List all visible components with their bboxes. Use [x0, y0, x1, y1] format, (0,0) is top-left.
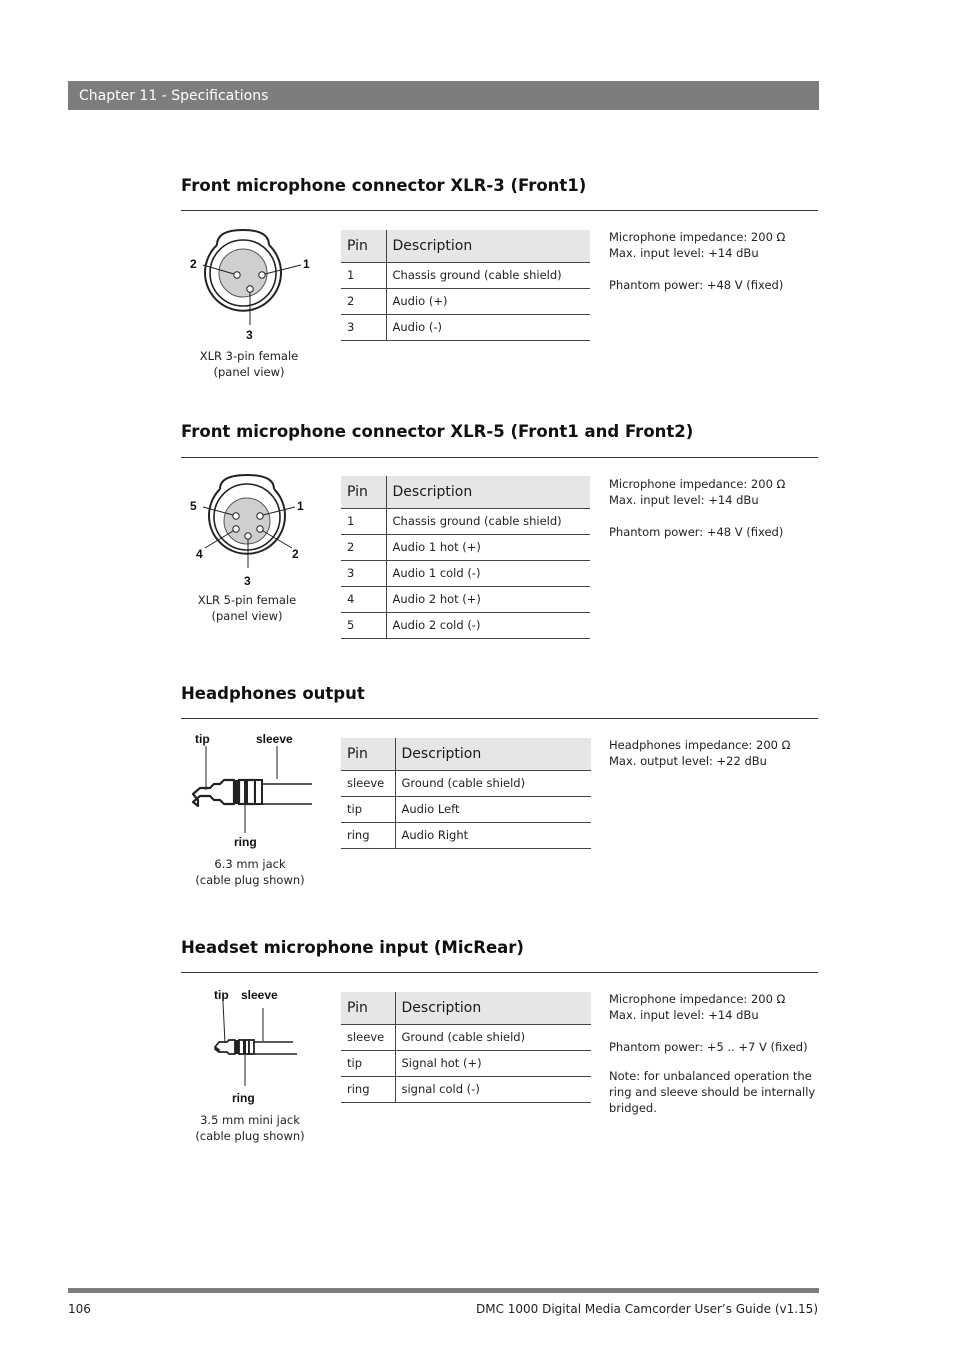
table-row: [341, 1076, 591, 1102]
xlr5-connector-diagram: [185, 470, 315, 592]
xlr3-caption: [180, 348, 318, 380]
jack-6-3mm-diagram: [188, 728, 318, 853]
page-number: 106: [68, 1302, 91, 1316]
xlr5-pin-table: [341, 476, 590, 639]
section-title: Front microphone connector XLR-5 (Front1 and Front2): [181, 422, 694, 441]
cell-pin: 1: [341, 508, 386, 534]
xlr3-notes: [609, 229, 819, 293]
section-title: Headset microphone input (MicRear): [181, 938, 524, 957]
cell-pin: 2: [341, 288, 386, 314]
caption-line: XLR 3-pin female: [199, 349, 299, 363]
cell-description: Audio Right: [395, 822, 591, 848]
section-title: Headphones output: [181, 684, 365, 703]
col-header-pin: Pin: [341, 992, 395, 1024]
minijack-label-tip: tip: [214, 988, 229, 1002]
cell-description: Audio (+): [386, 288, 590, 314]
jack-label-sleeve: sleeve: [256, 732, 293, 746]
cell-pin: 4: [341, 586, 386, 612]
table-row: [341, 612, 590, 638]
section-divider: [181, 210, 818, 211]
note-line: Headphones impedance: 200 Ω: [609, 738, 791, 752]
xlr5-caption: [178, 592, 316, 624]
cell-description: Audio 2 cold (-): [386, 612, 590, 638]
jack-label-tip: tip: [195, 732, 210, 746]
col-header-pin: Pin: [341, 230, 386, 262]
note-line: Phantom power: +48 V (fixed): [609, 525, 784, 539]
caption-line: XLR 5-pin female: [197, 593, 297, 607]
xlr5-label-2: 2: [292, 547, 299, 561]
col-header-pin: Pin: [341, 738, 395, 770]
table-row: [341, 314, 590, 340]
caption-line: (cable plug shown): [195, 873, 305, 887]
table-row: [341, 586, 590, 612]
table-header-row: [341, 992, 591, 1024]
table-header-row: [341, 738, 591, 770]
caption-line: (panel view): [211, 609, 283, 623]
xlr5-label-4: 4: [196, 547, 203, 561]
cell-pin: 2: [341, 534, 386, 560]
table-row: [341, 1050, 591, 1076]
col-header-description: Description: [386, 230, 590, 262]
minijack-label-ring: ring: [232, 1091, 255, 1105]
note-line: Note: for unbalanced operation the ring and sleeve should be internally bridged.: [609, 1069, 816, 1115]
note-line: Phantom power: +5 .. +7 V (fixed): [609, 1040, 808, 1054]
table-row: [341, 534, 590, 560]
chapter-header-bar: [68, 81, 819, 110]
document-title: DMC 1000 Digital Media Camcorder User’s Guide (v1.15): [475, 1302, 818, 1316]
col-header-description: Description: [395, 992, 591, 1024]
table-row: [341, 262, 590, 288]
col-header-description: Description: [395, 738, 591, 770]
headphones-pin-table: [341, 738, 591, 849]
table-header-row: [341, 476, 590, 508]
jack-3-5mm-caption: [181, 1112, 319, 1144]
jack-3-5mm-diagram: [205, 984, 305, 1109]
xlr3-label-1: 1: [303, 257, 310, 271]
caption-line: (panel view): [213, 365, 285, 379]
table-row: [341, 1024, 591, 1050]
cell-pin: ring: [341, 822, 395, 848]
jack-label-ring: ring: [234, 835, 257, 849]
cell-pin: 3: [341, 314, 386, 340]
cell-description: Ground (cable shield): [395, 770, 591, 796]
note-line: Max. input level: +14 dBu: [609, 246, 759, 260]
table-row: [341, 770, 591, 796]
note-line: Max. output level: +22 dBu: [609, 754, 767, 768]
col-header-description: Description: [386, 476, 590, 508]
col-header-pin: Pin: [341, 476, 386, 508]
cell-pin: ring: [341, 1076, 395, 1102]
xlr5-label-3: 3: [244, 574, 251, 588]
caption-line: 6.3 mm jack: [214, 857, 286, 871]
caption-line: (cable plug shown): [195, 1129, 305, 1143]
note-line: Max. input level: +14 dBu: [609, 493, 759, 507]
xlr3-label-3: 3: [246, 328, 253, 342]
xlr5-notes: [609, 476, 819, 540]
cell-pin: sleeve: [341, 1024, 395, 1050]
note-line: Microphone impedance: 200 Ω: [609, 992, 786, 1006]
cell-description: Audio (-): [386, 314, 590, 340]
minijack-label-sleeve: sleeve: [241, 988, 278, 1002]
chapter-title: Chapter 11 - Specifications: [79, 87, 269, 104]
footer-divider: [68, 1288, 819, 1293]
xlr3-connector-diagram: [185, 225, 315, 345]
jack-6-3mm-caption: [181, 856, 319, 888]
xlr5-label-1: 1: [297, 499, 304, 513]
cell-description: Audio 1 hot (+): [386, 534, 590, 560]
cell-description: Audio 2 hot (+): [386, 586, 590, 612]
cell-pin: 5: [341, 612, 386, 638]
cell-description: Audio 1 cold (-): [386, 560, 590, 586]
headphones-notes: [609, 737, 819, 769]
table-row: [341, 288, 590, 314]
section-title: Front microphone connector XLR-3 (Front1): [181, 176, 587, 195]
cell-pin: tip: [341, 1050, 395, 1076]
table-header-row: [341, 230, 590, 262]
section-divider: [181, 718, 818, 719]
cell-description: Signal hot (+): [395, 1050, 591, 1076]
cell-pin: 3: [341, 560, 386, 586]
cell-description: signal cold (-): [395, 1076, 591, 1102]
headset-mic-notes: [609, 991, 819, 1116]
table-row: [341, 796, 591, 822]
cell-pin: 1: [341, 262, 386, 288]
note-line: Phantom power: +48 V (fixed): [609, 278, 784, 292]
cell-pin: sleeve: [341, 770, 395, 796]
cell-description: Chassis ground (cable shield): [386, 262, 590, 288]
section-divider: [181, 972, 818, 973]
table-row: [341, 822, 591, 848]
cell-description: Chassis ground (cable shield): [386, 508, 590, 534]
table-row: [341, 508, 590, 534]
note-line: Microphone impedance: 200 Ω: [609, 477, 786, 491]
cell-description: Audio Left: [395, 796, 591, 822]
table-row: [341, 560, 590, 586]
note-line: Microphone impedance: 200 Ω: [609, 230, 786, 244]
xlr3-pin-table: [341, 230, 590, 341]
xlr5-label-5: 5: [190, 499, 197, 513]
cell-description: Ground (cable shield): [395, 1024, 591, 1050]
xlr3-label-2: 2: [190, 257, 197, 271]
headset-mic-pin-table: [341, 992, 591, 1103]
section-divider: [181, 457, 818, 458]
note-line: Max. input level: +14 dBu: [609, 1008, 759, 1022]
caption-line: 3.5 mm mini jack: [200, 1113, 300, 1127]
cell-pin: tip: [341, 796, 395, 822]
